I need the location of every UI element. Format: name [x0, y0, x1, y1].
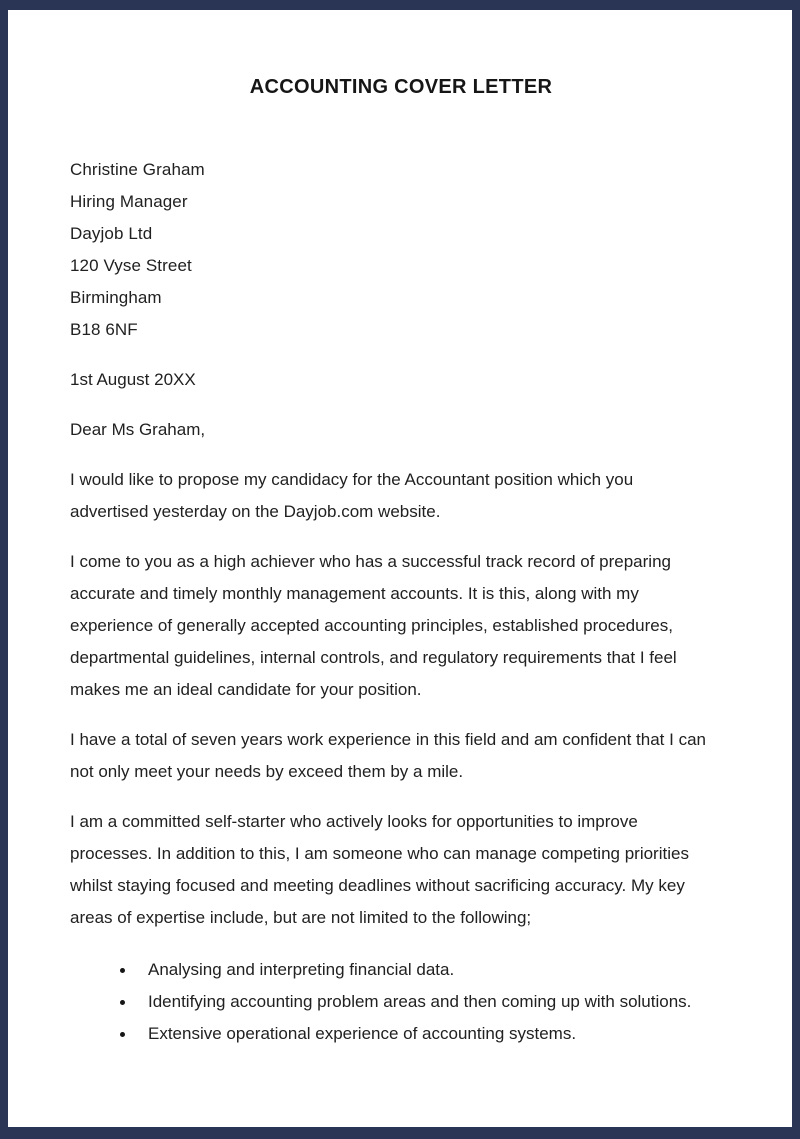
recipient-city: Birmingham	[70, 288, 162, 307]
bullet-item: Identifying accounting problem areas and then coming up with solutions.	[70, 986, 732, 1018]
paragraph-line: I am a committed self-starter who actively looks for opportunities to improve	[70, 812, 638, 831]
paragraph-experience	[70, 546, 732, 706]
salutation-block	[70, 414, 732, 446]
paragraph-line: areas of expertise include, but are not limited to the following;	[70, 908, 532, 927]
letter-content	[8, 10, 792, 1050]
recipient-role: Hiring Manager	[70, 192, 188, 211]
recipient-street: 120 Vyse Street	[70, 256, 192, 275]
expertise-bullet-list	[70, 954, 732, 1050]
paragraph-line: experience of generally accepted accounting principles, established procedures,	[70, 616, 673, 635]
paragraph-line: I have a total of seven years work experience in this field and am confident that I can	[70, 730, 706, 749]
paragraph-line: accurate and timely monthly management accounts. It is this, along with my	[70, 584, 639, 603]
letter-date: 1st August 20XX	[70, 370, 196, 389]
paragraph-line: I come to you as a high achiever who has a successful track record of preparing	[70, 552, 671, 571]
paragraph-years	[70, 724, 732, 788]
recipient-company: Dayjob Ltd	[70, 224, 153, 243]
paragraph-line: whilst staying focused and meeting deadlines without sacrificing accuracy. My key	[70, 876, 685, 895]
salutation: Dear Ms Graham,	[70, 420, 206, 439]
paragraph-line: makes me an ideal candidate for your position.	[70, 680, 422, 699]
recipient-name: Christine Graham	[70, 160, 205, 179]
paragraph-line: not only meet your needs by exceed them by a mile.	[70, 762, 464, 781]
date-block	[70, 364, 732, 396]
page-title: ACCOUNTING COVER LETTER	[249, 76, 553, 98]
recipient-address-block	[70, 154, 732, 346]
paragraph-line: I would like to propose my candidacy for the Accountant position which you	[70, 470, 634, 489]
bullet-item: Extensive operational experience of accounting systems.	[70, 1018, 732, 1050]
paragraph-intro	[70, 464, 732, 528]
paragraph-line: advertised yesterday on the Dayjob.com website.	[70, 502, 441, 521]
paragraph-line: departmental guidelines, internal controls, and regulatory requirements that I feel	[70, 648, 677, 667]
recipient-postcode: B18 6NF	[70, 320, 138, 339]
paragraph-selfstarter	[70, 806, 732, 934]
paragraph-line: processes. In addition to this, I am someone who can manage competing priorities	[70, 844, 689, 863]
bullet-item: Analysing and interpreting financial data.	[70, 954, 732, 986]
